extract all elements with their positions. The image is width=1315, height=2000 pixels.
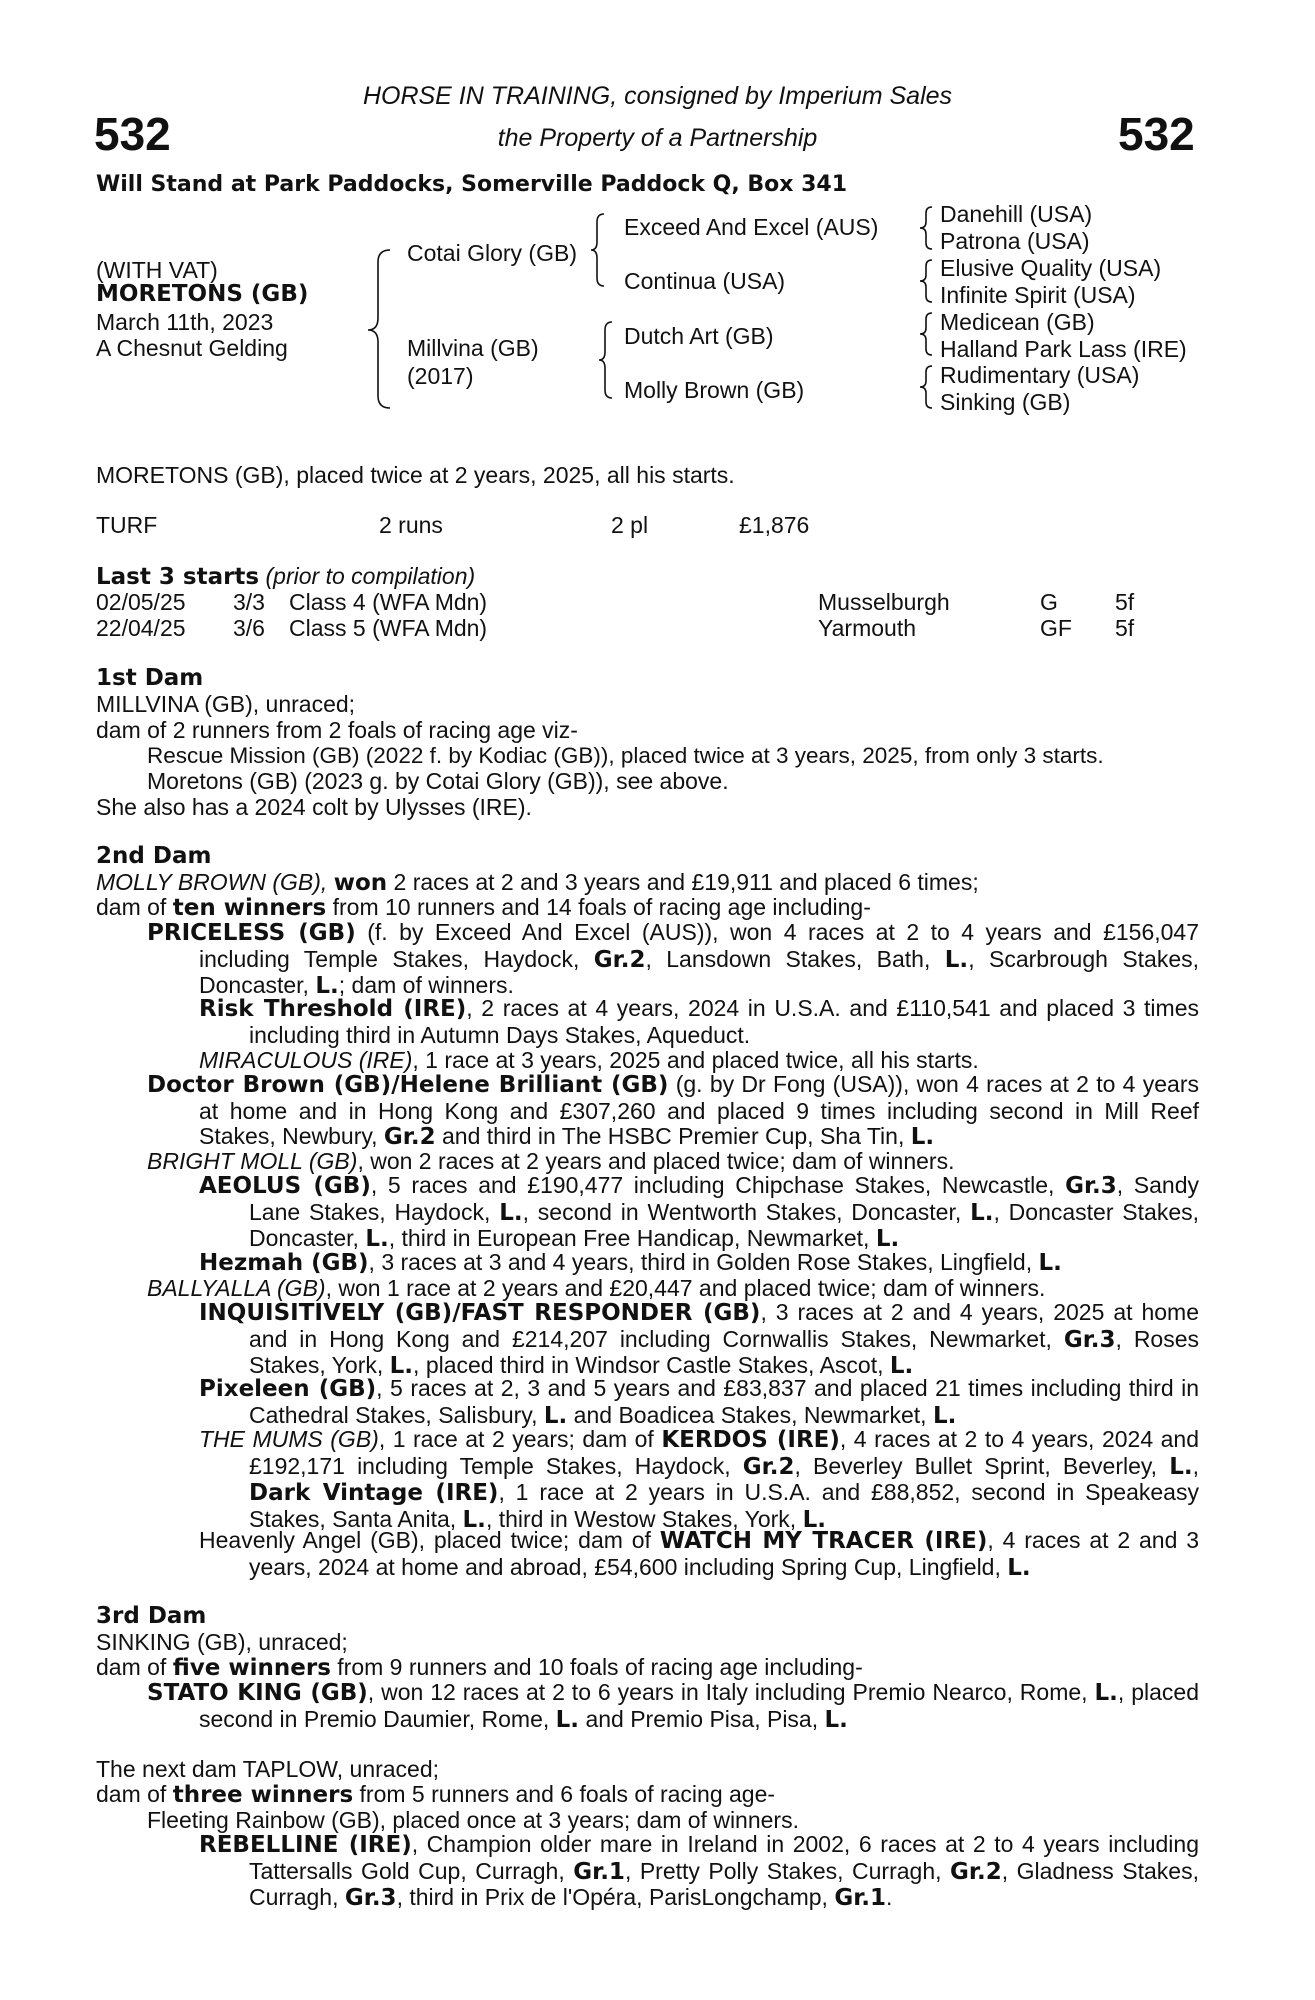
inquisitively-name: INQUISITIVELY (GB)/FAST RESPONDER (GB) — [199, 1300, 761, 1326]
pixeleen-name: Pixeleen (GB) — [199, 1376, 377, 1402]
entry-priceless — [147, 920, 1199, 1000]
g-brace-2 — [920, 260, 932, 302]
risk-name: Risk Threshold (IRE) — [199, 996, 467, 1022]
group-grade: Gr.3 — [344, 1885, 397, 1911]
row-going: G — [1040, 589, 1058, 615]
next-dam-line-3: Fleeting Rainbow (GB), placed once at 3 years; dam of winners. — [147, 1807, 799, 1833]
doctor-text: and third in The HSBC Premier Cup, Sha Tin, — [435, 1123, 905, 1149]
listed-mark: L. — [499, 1199, 523, 1226]
runners-text: from 9 runners and 10 foals of racing age including- — [337, 1654, 863, 1680]
listed-mark: L. — [555, 1706, 580, 1733]
next-dam-line-2 — [96, 1781, 775, 1808]
pedigree-sire: Cotai Glory (GB) — [407, 240, 577, 266]
pedigree-sire-sire: Exceed And Excel (AUS) — [624, 214, 879, 240]
mums-text: , Beverley Bullet Sprint, Beverley, — [794, 1452, 1158, 1479]
entry-heavenly-angel — [199, 1528, 1199, 1581]
pedigree-g8: Sinking (GB) — [940, 389, 1071, 415]
pedigree-dam: Millvina (GB) — [407, 335, 539, 361]
pedigree-g1: Danehill (USA) — [940, 201, 1093, 227]
priceless-text: , Lansdown Stakes, Bath, — [645, 945, 931, 972]
listed-mark: L. — [389, 1353, 414, 1379]
pedigree-g7: Rudimentary (USA) — [940, 362, 1140, 388]
priceless-text: ; dam of winners. — [338, 972, 514, 998]
group-grade: Gr.1 — [573, 1858, 625, 1885]
bright-text: , won 2 races at 2 years and placed twice; dam of winners. — [357, 1148, 955, 1174]
entry-aeolus — [199, 1173, 1199, 1253]
listed-mark: L. — [875, 1226, 900, 1252]
second-dam-line-2 — [96, 894, 871, 921]
dam-of-text: dam of — [96, 1654, 167, 1680]
entry-hezmah — [199, 1249, 1062, 1276]
record-earnings: £1,876 — [739, 512, 810, 538]
winners-count: three winners — [172, 1782, 354, 1808]
header-line-2: the Property of a Partnership — [497, 124, 818, 152]
record-surface: TURF — [96, 512, 158, 538]
runners-text: from 5 runners and 6 foals of racing age- — [359, 1781, 776, 1807]
aeolus-name: AEOLUS (GB) — [199, 1173, 371, 1199]
rebelline-text: , Champion older mare in Ireland in 2002, 6 races at 2 to 4 years including Tattersalls Gold Cup, Curragh, — [249, 1831, 1199, 1884]
sire-brace — [591, 214, 604, 286]
listed-mark: L. — [970, 1199, 994, 1226]
first-dam-heading: 1st Dam — [96, 665, 204, 691]
rebelline-text: , third in Prix de l'Opéra, ParisLongchamp, — [396, 1884, 828, 1910]
horse-description: A Chesnut Gelding — [96, 335, 288, 361]
entry-doctor-brown — [147, 1072, 1199, 1151]
second-dam-record: 2 races at 2 and 3 years and £19,911 and placed 6 times; — [393, 869, 979, 895]
g-brace-4 — [920, 366, 932, 408]
mums-text: , 4 races at 2 to 4 years, 2024 and £192,171 including Temple Stakes, Haydock, — [249, 1426, 1199, 1479]
pedigree-dam-sire: Dutch Art (GB) — [624, 323, 774, 349]
inquisitively-text: , placed third in Windsor Castle Stakes, Ascot, — [413, 1352, 884, 1378]
dam-of-text: dam of — [96, 1781, 167, 1807]
pedigree-g2: Patrona (USA) — [940, 228, 1090, 254]
first-dam-line-1: MILLVINA (GB), unraced; — [96, 691, 356, 717]
entry-bright-moll — [147, 1148, 954, 1174]
third-dam-heading: 3rd Dam — [96, 1603, 207, 1629]
row-going: GF — [1040, 615, 1072, 641]
next-dam-line-1: The next dam TAPLOW, unraced; — [96, 1756, 440, 1782]
group-grade: Gr.2 — [593, 946, 646, 973]
winners-count: five winners — [172, 1655, 331, 1681]
main-brace — [368, 250, 390, 408]
inquisitively-text: , 3 races at 2 and 4 years, 2025 at home and in Hong Kong and £214,207 including Cornwallis Stakes, Newmarket, — [249, 1299, 1199, 1352]
third-dam-line-1: SINKING (GB), unraced; — [96, 1629, 348, 1655]
listed-mark: L. — [462, 1506, 486, 1533]
hezmah-text: , 3 races at 3 and 4 years, third in Golden Rose Stakes, Lingfield, — [368, 1249, 1033, 1275]
last-starts-title: Last 3 starts — [96, 564, 260, 590]
listed-mark: L. — [315, 973, 339, 999]
listed-mark: L. — [824, 1706, 848, 1733]
pedigree-g5: Medicean (GB) — [940, 309, 1095, 335]
record-placed: 2 pl — [611, 512, 649, 538]
heavenly-text: , 4 races at 2 and 3 years, 2024 at home and abroad, £54,600 including Spring Cup, Lingfield, — [249, 1527, 1199, 1580]
dam-brace — [599, 322, 612, 398]
inquisitively-text: , Roses Stakes, York, — [249, 1325, 1200, 1378]
summary-line: MORETONS (GB), placed twice at 2 years, 2025, all his starts. — [96, 462, 735, 488]
mums-text: , — [1192, 1452, 1200, 1479]
first-dam-line-3: Rescue Mission (GB) (2022 f. by Kodiac (GB)), placed twice at 3 years, 2025, from only 3 starts. — [147, 743, 1104, 768]
listed-mark: L. — [543, 1402, 568, 1429]
mums-text: , third in Westow Stakes, York, — [485, 1505, 797, 1532]
location-line: Will Stand at Park Paddocks, Somerville Paddock Q, Box 341 — [96, 172, 848, 197]
pixeleen-text: , 5 races at 2, 3 and 5 years and £83,837 and placed 21 times including third in Cathedral Stakes, Salisbury, — [249, 1375, 1199, 1428]
hezmah-name: Hezmah (GB) — [199, 1250, 369, 1276]
miraculous-name: MIRACULOUS (IRE) — [199, 1047, 413, 1073]
row-course: Musselburgh — [818, 589, 950, 615]
miraculous-text: , 1 race at 3 years, 2025 and placed twice, all his starts. — [412, 1047, 979, 1073]
entry-risk-threshold — [199, 996, 1199, 1048]
bright-name: BRIGHT MOLL (GB) — [147, 1148, 358, 1174]
lot-number-right: 532 — [1118, 108, 1195, 160]
priceless-name: PRICELESS (GB) — [147, 920, 356, 946]
doctor-text: (g. by Dr Fong (USA)), won 4 races at 2 to 4 years at home and in Hong Kong and £307,260 and placed 9 times including second in Mill Reef Stakes, Newbury, — [199, 1071, 1199, 1149]
risk-text: , 2 races at 4 years, 2024 in U.S.A. and £110,541 and placed 3 times including third in Autumn Days Stakes, Aqueduct. — [249, 995, 1199, 1048]
priceless-text: (f. by Exceed And Excel (AUS)), won 4 races at 2 to 4 years and £156,047 including Temple Stakes, Haydock, — [199, 919, 1200, 972]
heavenly-name: Heavenly Angel (GB), placed twice; dam of — [199, 1527, 651, 1553]
first-dam-line-4: Moretons (GB) (2023 g. by Cotai Glory (GB)), see above. — [147, 768, 729, 794]
row-date: 22/04/25 — [96, 615, 186, 641]
g-brace-1 — [920, 207, 932, 249]
listed-mark: L. — [1094, 1680, 1118, 1706]
listed-mark: L. — [1038, 1250, 1062, 1276]
listed-mark: L. — [932, 1402, 957, 1429]
listed-mark: L. — [802, 1506, 826, 1533]
group-grade: Gr.2 — [383, 1124, 436, 1150]
runners-text: from 10 runners and 14 foals of racing age including- — [332, 894, 871, 920]
rebelline-text: . — [886, 1884, 893, 1910]
listed-mark: L. — [365, 1226, 389, 1252]
entry-pixeleen — [199, 1376, 1199, 1429]
priceless-text: , Scarbrough Stakes, Doncaster, — [199, 945, 1200, 998]
aeolus-text: , second in Wentworth Stakes, Doncaster, — [522, 1198, 962, 1225]
entry-rebelline — [199, 1832, 1199, 1912]
entry-inquisitively — [199, 1300, 1199, 1380]
row-distance: 5f — [1115, 589, 1135, 615]
pixeleen-text: and Boadicea Stakes, Newmarket, — [567, 1401, 927, 1428]
row-race: Class 5 (WFA Mdn) — [289, 615, 488, 641]
group-grade: Gr.1 — [834, 1885, 887, 1911]
second-dam-line-1 — [96, 869, 979, 896]
ballyalla-name: BALLYALLA (GB) — [147, 1275, 326, 1301]
listed-mark: L. — [1007, 1554, 1031, 1581]
ballyalla-text: , won 1 race at 2 years and £20,447 and placed twice; dam of winners. — [325, 1275, 1046, 1301]
record-runs: 2 runs — [379, 512, 443, 538]
lot-number-left: 532 — [94, 108, 171, 160]
row-position: 3/3 — [233, 589, 265, 615]
listed-mark: L. — [1169, 1453, 1193, 1480]
third-dam-line-2 — [96, 1654, 863, 1681]
row-race: Class 4 (WFA Mdn) — [289, 589, 488, 615]
watch-my-tracer-name: WATCH MY TRACER (IRE) — [659, 1528, 988, 1554]
stato-text: and Premio Pisa, Pisa, — [579, 1705, 819, 1732]
stato-name: STATO KING (GB) — [147, 1680, 368, 1706]
header-line-1: HORSE IN TRAINING, consigned by Imperium Sales — [362, 82, 953, 110]
listed-mark: L. — [889, 1353, 914, 1379]
aeolus-text: , Doncaster Stakes, Doncaster, — [249, 1198, 1200, 1251]
stato-text: , won 12 races at 2 to 6 years in Italy including Premio Nearco, Rome, — [367, 1679, 1088, 1705]
mums-text: , 1 race at 2 years in U.S.A. and £88,852, second in Speakeasy Stakes, Santa Anita, — [249, 1479, 1199, 1532]
group-grade: Gr.2 — [950, 1858, 1002, 1885]
second-dam-name: MOLLY BROWN (GB), — [96, 869, 328, 895]
first-dam-line-5: She also has a 2024 colt by Ulysses (IRE). — [96, 794, 532, 820]
mums-text: , 1 race at 2 years; dam of — [378, 1426, 654, 1452]
group-grade: Gr.2 — [742, 1453, 795, 1480]
horse-dob: March 11th, 2023 — [96, 309, 274, 335]
dark-vintage-name: Dark Vintage (IRE) — [249, 1480, 499, 1506]
aeolus-text: , 5 races and £190,477 including Chipchase Stakes, Newcastle, — [370, 1172, 1055, 1198]
group-grade: Gr.3 — [1063, 1326, 1116, 1353]
kerdos-name: KERDOS (IRE) — [661, 1427, 840, 1453]
row-position: 3/6 — [233, 615, 265, 641]
entry-miraculous — [199, 1047, 979, 1073]
entry-stato-king — [147, 1680, 1199, 1733]
doctor-name: Doctor Brown (GB)/Helene Brilliant (GB) — [147, 1072, 669, 1098]
pedigree-g6: Halland Park Lass (IRE) — [940, 336, 1187, 362]
mums-name: THE MUMS (GB) — [199, 1426, 379, 1452]
listed-mark: L. — [944, 946, 969, 973]
pedigree-dam-year: (2017) — [407, 363, 474, 389]
pedigree-g3: Elusive Quality (USA) — [940, 255, 1162, 281]
rebelline-name: REBELLINE (IRE) — [199, 1832, 412, 1858]
vat-note: (WITH VAT) — [96, 257, 218, 283]
group-grade: Gr.3 — [1065, 1173, 1117, 1199]
first-dam-line-2: dam of 2 runners from 2 foals of racing age viz- — [96, 717, 578, 743]
last-starts-heading — [96, 563, 475, 590]
entry-ballyalla — [147, 1275, 1045, 1301]
row-course: Yarmouth — [818, 615, 917, 641]
entry-the-mums — [199, 1427, 1199, 1533]
aeolus-text: , third in European Free Handicap, Newmarket, — [388, 1225, 870, 1251]
pedigree-sire-dam: Continua (USA) — [624, 268, 786, 294]
stato-text: , placed second in Premio Daumier, Rome, — [199, 1679, 1199, 1732]
row-date: 02/05/25 — [96, 589, 186, 615]
dam-of-text: dam of — [96, 894, 167, 920]
winners-count: ten winners — [172, 895, 327, 921]
rebelline-text: , Pretty Polly Stakes, Curragh, — [624, 1857, 942, 1884]
won-word: won — [333, 870, 388, 896]
horse-name: MORETONS (GB) — [96, 281, 309, 307]
listed-mark: L. — [910, 1124, 935, 1150]
aeolus-text: , Sandy Lane Stakes, Haydock, — [249, 1172, 1200, 1225]
pedigree-g4: Infinite Spirit (USA) — [940, 282, 1136, 308]
rebelline-text: , Gladness Stakes, Curragh, — [249, 1857, 1199, 1910]
second-dam-heading: 2nd Dam — [96, 843, 212, 869]
pedigree-dam-dam: Molly Brown (GB) — [624, 377, 805, 403]
last-starts-note: (prior to compilation) — [265, 563, 476, 589]
row-distance: 5f — [1115, 615, 1135, 641]
g-brace-3 — [920, 313, 932, 355]
